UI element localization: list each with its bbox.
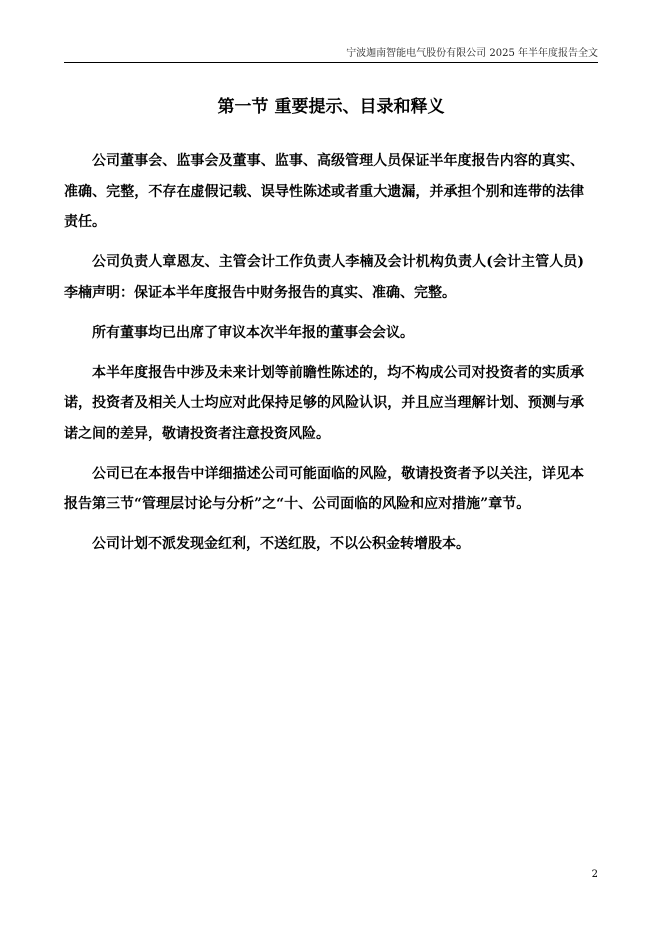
paragraph-dividend-plan: 公司计划不派发现金红利，不送红股，不以公积金转增股本。 <box>92 536 470 552</box>
paragraph-board-attendance: 所有董事均已出席了审议本次半年报的董事会会议。 <box>92 324 414 341</box>
paragraph-risk-notice: 公司已在本报告中详细描述公司可能面临的风险，敬请投资者予以关注，详见本报告第三节“管理层讨论与分析”之“十、公司面临的风险和应对措施”章节。 <box>64 465 584 512</box>
page-number: 2 <box>591 869 598 880</box>
paragraph-forward-looking-statement: 本半年度报告中涉及未来计划等前瞻性陈述的，均不构成公司对投资者的实质承诺，投资者及相关人士均应对此保持足够的风险认识，并且应当理解计划、预测与承诺之间的差异，敬请投资者注意投资风险。 <box>64 364 584 442</box>
section-title: 第一节 重要提示、目录和释义 <box>217 97 445 117</box>
body-text <box>64 146 584 569</box>
page-header <box>64 48 598 63</box>
paragraph-financial-declaration: 公司负责人章恩友、主管会计工作负责人李楠及会计机构负责人(会计主管人员)李楠声明：保证本半年度报告中财务报告的真实、准确、完整。 <box>64 254 584 301</box>
paragraph-responsibility-statement: 公司董事会、监事会及董事、监事、高级管理人员保证半年度报告内容的真实、准确、完整，不存在虚假记载、误导性陈述或者重大遗漏，并承担个别和连带的法律责任。 <box>64 153 584 230</box>
header-text: 宁波迦南智能电气股份有限公司 2025 年半年度报告全文 <box>346 48 598 59</box>
